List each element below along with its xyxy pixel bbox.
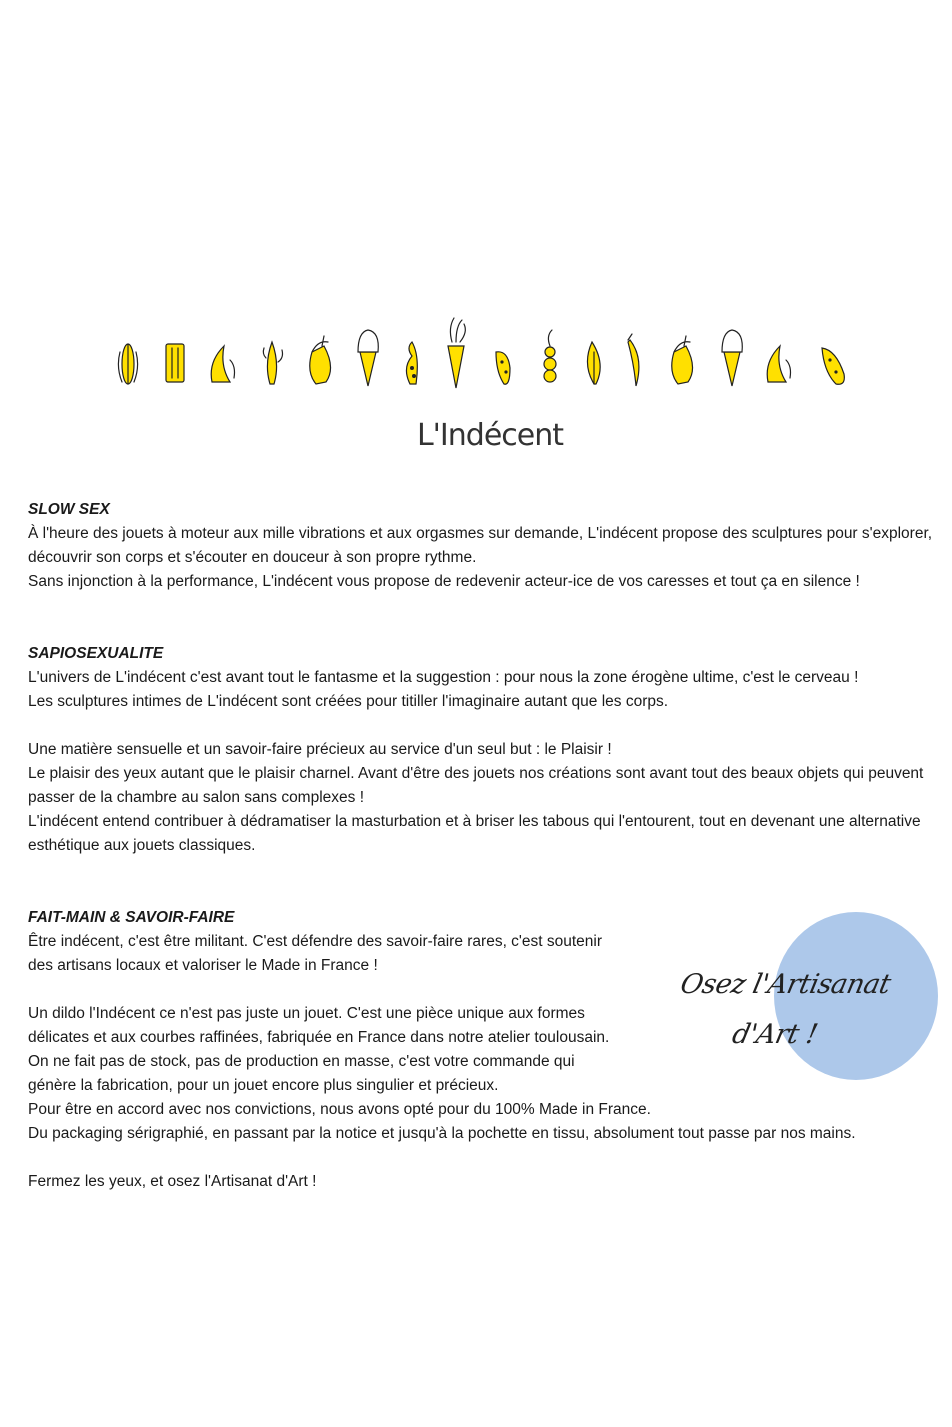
paragraph: Les sculptures intimes de L'indécent sont créées pour titiller l'imaginaire autant que les corps.	[28, 693, 669, 710]
leaf-icon	[587, 342, 600, 384]
paragraph: Du packaging sérigraphié, en passant par la notice et jusqu'à la pochette en tissu, absolument tout passe par nos mains.	[28, 1125, 856, 1142]
paragraph: Fermez les yeux, et osez l'Artisanat d'Art !	[28, 1173, 317, 1190]
brand-logo: L'Indécent	[416, 418, 564, 453]
paragraph: Un dildo l'Indécent ce n'est pas juste un jouet. C'est une pièce unique aux formes délicates et aux courbes raffinées, fabriquée en France dans notre atelier toulousain. On ne fait pas de stock, pas de production en masse, c'est votre commande qui génère la fabrication, pour un jouet encore plus singulier et précieux.	[28, 1005, 610, 1094]
eggplant-icon	[310, 336, 331, 384]
banana-icon	[211, 346, 234, 382]
paragraph: Le plaisir des yeux autant que le plaisir charnel. Avant d'être des jouets nos créations sont avant tout des beaux objets qui peuvent passer de la chambre au salon sans complexes !	[28, 765, 924, 806]
paragraph: Une matière sensuelle et un savoir-faire précieux au service d'un seul but : le Plaisir !	[28, 741, 612, 758]
cucumber-icon	[822, 348, 844, 384]
banana-icon	[767, 346, 790, 382]
butter-bar-icon	[166, 344, 184, 382]
main-content	[28, 498, 940, 1194]
beads-icon	[544, 330, 556, 382]
paragraph: Être indécent, c'est être militant. C'est défendre des savoir-faire rares, c'est soutenir des artisans locaux et valoriser le Made in France !	[28, 933, 603, 974]
paragraph: Pour être en accord avec nos convictions, nous avons opté pour du 100% Made in France.	[28, 1101, 651, 1118]
eggplant-icon	[672, 336, 693, 384]
section-title-slow-sex: SLOW SEX	[28, 501, 110, 518]
callout-script	[649, 960, 910, 1060]
tentacle-icon	[406, 342, 417, 384]
paragraph: L'indécent entend contribuer à dédramatiser la masturbation et à briser les tabous qui l'entourent, tout en devenant une alternative esthétique aux jouets classiques.	[28, 813, 921, 854]
paragraph: L'univers de L'indécent c'est avant tout le fantasme et la suggestion : pour nous la zone érogène ultime, c'est le cerveau !	[28, 669, 859, 686]
ice-cream-cone-icon	[722, 330, 742, 386]
callout-line: Osez l'Artisanat	[677, 969, 894, 1000]
paragraph: Sans injonction à la performance, L'indécent vous propose de redevenir acteur-ice de vos caresses et tout ça en silence !	[28, 573, 860, 590]
section-title-sapiosexualite: SAPIOSEXUALITE	[28, 645, 164, 662]
section-title-fait-main: FAIT-MAIN & SAVOIR-FAIRE	[28, 909, 235, 926]
cactus-icon	[263, 342, 282, 384]
banana-icon	[628, 334, 639, 386]
ice-cream-cone-icon	[358, 330, 378, 386]
paragraph: À l'heure des jouets à moteur aux mille vibrations et aux orgasmes sur demande, L'indécent propose des sculptures pour s'explorer, découvrir son corps et s'écouter en douceur à son propre rythme.	[28, 525, 933, 566]
corn-icon	[118, 344, 137, 384]
callout-line: d'Art !	[729, 1019, 821, 1050]
illustration-banner	[112, 312, 854, 392]
cucumber-icon	[496, 352, 510, 384]
carrot-icon	[448, 318, 465, 388]
